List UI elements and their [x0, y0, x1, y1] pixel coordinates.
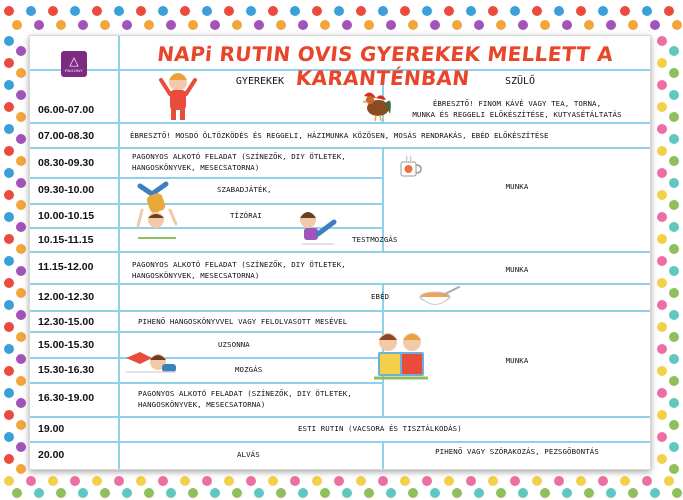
children-activity: MOZGÁS [235, 365, 263, 374]
confetti-dot [562, 20, 572, 30]
confetti-dot [342, 20, 352, 30]
confetti-dot [70, 6, 80, 16]
confetti-dot [474, 488, 484, 498]
confetti-dot [16, 134, 26, 144]
confetti-dot [669, 46, 679, 56]
confetti-dot [4, 146, 14, 156]
children-activity: PAGONYOS ALKOTÓ FELADAT (SZÍNEZŐK, DIY ÖTLETEK, [138, 389, 352, 398]
confetti-dot [4, 80, 14, 90]
confetti-dot [540, 488, 550, 498]
confetti-dot [78, 488, 88, 498]
confetti-dot [4, 6, 14, 16]
confetti-dot [378, 6, 388, 16]
confetti-dot [620, 6, 630, 16]
confetti-dot [210, 488, 220, 498]
confetti-dot [576, 476, 586, 486]
confetti-dot [664, 476, 674, 486]
confetti-dot [320, 20, 330, 30]
confetti-dot [606, 488, 616, 498]
confetti-dot [4, 234, 14, 244]
confetti-dot [466, 476, 476, 486]
confetti-dot [669, 442, 679, 452]
confetti-dot [34, 20, 44, 30]
confetti-dot [210, 20, 220, 30]
confetti-dot [16, 68, 26, 78]
time-cell: 07.00-08.30 [38, 130, 95, 142]
confetti-dot [620, 476, 630, 486]
confetti-dot [669, 310, 679, 320]
confetti-dot [144, 20, 154, 30]
confetti-dot [518, 20, 528, 30]
parent-activity: ÉBRESZTŐ! FINOM KÁVÉ VAGY TEA, TORNA, [432, 99, 602, 108]
confetti-dot [669, 332, 679, 342]
confetti-dot [650, 488, 660, 498]
confetti-dot [444, 476, 454, 486]
children-activity: PIHENŐ HANGOSKÖNYVVEL VAGY FELOLVASOTT MESÉVEL [138, 317, 348, 326]
children-activity: HANGOSKÖNYVEK, MESECSATORNA) [132, 271, 260, 280]
confetti-dot [16, 200, 26, 210]
confetti-dot [657, 102, 667, 112]
confetti-dot [290, 6, 300, 16]
confetti-dot [408, 488, 418, 498]
confetti-dot [669, 134, 679, 144]
confetti-dot [16, 354, 26, 364]
page-title: NAPi RUTIN OVIS GYEREKEK MELLETT A KARANTÉNBAN [156, 42, 615, 90]
confetti-dot [657, 454, 667, 464]
confetti-dot [4, 366, 14, 376]
confetti-dot [657, 124, 667, 134]
confetti-dot [4, 476, 14, 486]
confetti-dot [669, 222, 679, 232]
confetti-dot [16, 288, 26, 298]
time-cell: 10.00-10.15 [38, 210, 95, 222]
confetti-dot [56, 20, 66, 30]
children-activity: TÍZÓRAI [230, 211, 262, 220]
confetti-dot [606, 20, 616, 30]
confetti-dot [4, 124, 14, 134]
confetti-dot [246, 476, 256, 486]
confetti-dot [4, 168, 14, 178]
confetti-dot [532, 476, 542, 486]
time-cell: 12.30-15.00 [38, 316, 95, 328]
confetti-dot [4, 190, 14, 200]
children-activity: PAGONYOS ALKOTÓ FELADAT (SZÍNEZŐK, DIY ÖTLETEK, [132, 152, 346, 161]
confetti-dot [657, 80, 667, 90]
confetti-dot [16, 464, 26, 474]
confetti-dot [657, 58, 667, 68]
child-reading-illustration [294, 208, 340, 248]
time-cell: 16.30-19.00 [38, 392, 95, 404]
confetti-dot [16, 46, 26, 56]
time-cell: 09.30-10.00 [38, 184, 95, 196]
confetti-dot [378, 476, 388, 486]
confetti-dot [16, 398, 26, 408]
confetti-dot [254, 488, 264, 498]
confetti-dot [554, 476, 564, 486]
confetti-dot [26, 476, 36, 486]
confetti-dot [276, 20, 286, 30]
children-reading-book-illustration [370, 328, 432, 386]
confetti-dot [496, 20, 506, 30]
confetti-dot [312, 476, 322, 486]
shared-activity: TESTMOZGÁS [352, 235, 398, 244]
confetti-dot [584, 20, 594, 30]
confetti-dot [657, 234, 667, 244]
time-cell: 19.00 [38, 423, 65, 435]
confetti-dot [408, 20, 418, 30]
confetti-dot [657, 278, 667, 288]
confetti-dot [669, 266, 679, 276]
confetti-dot [669, 200, 679, 210]
confetti-dot [78, 20, 88, 30]
confetti-dot [4, 388, 14, 398]
shared-activity: ÉBRESZTŐ! MOSDÓ ÖLTÖZKÖDÉS ÉS REGGELI, HÁZIMUNKA KÖZÖSEN, MOSÁS RENDRAKÁS, EBÉD ELŐKÉSZÍTÉSE [130, 131, 549, 140]
confetti-dot [400, 6, 410, 16]
shared-activity: ESTI RUTIN (VACSORA ÉS TISZTÁLKODÁS) [298, 424, 462, 433]
confetti-dot [657, 146, 667, 156]
confetti-dot [56, 488, 66, 498]
confetti-dot [70, 476, 80, 486]
confetti-dot [16, 266, 26, 276]
confetti-dot [356, 476, 366, 486]
parent-activity: MUNKA [505, 265, 529, 274]
confetti-dot [224, 476, 234, 486]
confetti-dot [669, 112, 679, 122]
confetti-dot [452, 20, 462, 30]
confetti-dot [430, 488, 440, 498]
confetti-dot [4, 454, 14, 464]
confetti-dot [650, 20, 660, 30]
confetti-dot [16, 310, 26, 320]
confetti-dot [444, 6, 454, 16]
confetti-dot [320, 488, 330, 498]
confetti-dot [488, 476, 498, 486]
confetti-dot [4, 212, 14, 222]
confetti-dot [657, 344, 667, 354]
confetti-dot [16, 112, 26, 122]
confetti-dot [430, 20, 440, 30]
confetti-dot [386, 488, 396, 498]
confetti-dot [16, 376, 26, 386]
confetti-dot [100, 488, 110, 498]
confetti-dot [576, 6, 586, 16]
confetti-dot [92, 6, 102, 16]
confetti-dot [16, 90, 26, 100]
confetti-dot [474, 20, 484, 30]
confetti-dot [136, 6, 146, 16]
confetti-dot [466, 6, 476, 16]
confetti-dot [422, 476, 432, 486]
confetti-dot [16, 222, 26, 232]
confetti-dot [669, 68, 679, 78]
children-activity: HANGOSKÖNYVEK, MESECSATORNA) [132, 163, 260, 172]
confetti-dot [290, 476, 300, 486]
confetti-dot [34, 488, 44, 498]
confetti-dot [364, 488, 374, 498]
confetti-dot [664, 6, 674, 16]
confetti-dot [122, 488, 132, 498]
confetti-dot [224, 6, 234, 16]
confetti-dot [26, 6, 36, 16]
confetti-dot [657, 256, 667, 266]
confetti-dot [657, 366, 667, 376]
confetti-dot [180, 6, 190, 16]
confetti-dot [510, 6, 520, 16]
time-cell: 12.00-12.30 [38, 291, 95, 303]
time-cell: 20.00 [38, 449, 65, 461]
time-cell: 11.15-12.00 [38, 261, 94, 273]
shared-activity: EBÉD [371, 292, 390, 301]
confetti-dot [276, 488, 286, 498]
confetti-dot [669, 178, 679, 188]
confetti-dot [158, 6, 168, 16]
confetti-dot [669, 244, 679, 254]
confetti-dot [12, 20, 22, 30]
pagony-logo-mark: △ [69, 54, 79, 68]
coffee-mug-illustration [398, 154, 422, 178]
confetti-dot [657, 322, 667, 332]
confetti-dot [386, 20, 396, 30]
confetti-dot [657, 410, 667, 420]
girl-stretching-illustration [158, 68, 198, 122]
confetti-dot [628, 20, 638, 30]
confetti-dot [16, 178, 26, 188]
parent-work-block: MUNKA [505, 182, 529, 191]
confetti-dot [4, 322, 14, 332]
pagony-logo-text: PAGONY [64, 68, 84, 73]
column-header-parent: SZÜLŐ [504, 76, 536, 87]
confetti-dot [188, 488, 198, 498]
parent-activity: PIHENŐ VAGY SZÓRAKOZÁS, PEZSGŐBONTÁS [435, 447, 599, 456]
confetti-dot [48, 476, 58, 486]
confetti-dot [364, 20, 374, 30]
confetti-dot [100, 20, 110, 30]
confetti-dot [114, 476, 124, 486]
confetti-dot [452, 488, 462, 498]
children-activity: ALVÁS [237, 450, 260, 459]
column-header-children: GYEREKEK [235, 76, 285, 87]
parent-activity: MUNKA ÉS REGGELI ELŐKÉSZÍTÉSE, KUTYASÉTÁLTATÁS [412, 110, 622, 119]
confetti-dot [669, 90, 679, 100]
confetti-dot [144, 488, 154, 498]
confetti-dot [334, 476, 344, 486]
time-cell: 15.30-16.30 [38, 364, 95, 376]
rooster-illustration [360, 88, 394, 122]
confetti-dot [136, 476, 146, 486]
confetti-dot [669, 464, 679, 474]
confetti-dot [4, 58, 14, 68]
confetti-dot [298, 488, 308, 498]
confetti-dot [669, 288, 679, 298]
confetti-dot [268, 6, 278, 16]
confetti-dot [669, 376, 679, 386]
confetti-dot [114, 6, 124, 16]
confetti-dot [180, 476, 190, 486]
confetti-dot [166, 488, 176, 498]
children-activity: SZABADJÁTÉK, [217, 185, 272, 194]
confetti-dot [202, 476, 212, 486]
confetti-dot [4, 300, 14, 310]
confetti-dot [268, 476, 278, 486]
child-jumping-illustration [136, 180, 180, 242]
pagony-logo [61, 51, 87, 77]
confetti-dot [598, 476, 608, 486]
confetti-dot [628, 488, 638, 498]
confetti-dot [496, 488, 506, 498]
confetti-dot [298, 20, 308, 30]
confetti-dot [202, 6, 212, 16]
confetti-dot [158, 476, 168, 486]
child-lying-reading-illustration [122, 346, 178, 376]
children-activity: HANGOSKÖNYVEK, MESECSATORNA) [138, 400, 266, 409]
confetti-dot [166, 20, 176, 30]
confetti-dot [642, 476, 652, 486]
confetti-dot [672, 488, 682, 498]
confetti-dot [532, 6, 542, 16]
parent-work-block: MUNKA [505, 356, 529, 365]
confetti-dot [4, 256, 14, 266]
confetti-dot [188, 20, 198, 30]
confetti-dot [540, 20, 550, 30]
children-activity: PAGONYOS ALKOTÓ FELADAT (SZÍNEZŐK, DIY ÖTLETEK, [132, 260, 346, 269]
confetti-dot [562, 488, 572, 498]
confetti-dot [254, 20, 264, 30]
confetti-dot [657, 190, 667, 200]
time-cell: 06.00-07.00 [38, 104, 95, 116]
confetti-dot [584, 488, 594, 498]
confetti-dot [422, 6, 432, 16]
soup-bowl-illustration [415, 286, 461, 310]
time-cell: 15.00-15.30 [38, 339, 95, 351]
confetti-dot [4, 410, 14, 420]
confetti-dot [669, 420, 679, 430]
confetti-dot [657, 168, 667, 178]
confetti-dot [672, 20, 682, 30]
schedule-sheet [29, 35, 651, 470]
confetti-dot [400, 476, 410, 486]
confetti-dot [4, 344, 14, 354]
time-cell: 10.15-11.15 [38, 234, 94, 246]
confetti-dot [16, 420, 26, 430]
confetti-dot [342, 488, 352, 498]
confetti-dot [669, 398, 679, 408]
children-activity: UZSONNA [218, 340, 250, 349]
confetti-dot [356, 6, 366, 16]
confetti-dot [92, 476, 102, 486]
confetti-dot [554, 6, 564, 16]
confetti-dot [16, 332, 26, 342]
confetti-dot [488, 6, 498, 16]
confetti-dot [657, 432, 667, 442]
confetti-dot [16, 244, 26, 254]
confetti-dot [334, 6, 344, 16]
confetti-dot [4, 432, 14, 442]
confetti-dot [232, 20, 242, 30]
confetti-dot [48, 6, 58, 16]
confetti-dot [669, 156, 679, 166]
confetti-dot [16, 156, 26, 166]
confetti-dot [232, 488, 242, 498]
confetti-dot [16, 442, 26, 452]
confetti-dot [518, 488, 528, 498]
confetti-dot [657, 300, 667, 310]
confetti-dot [122, 20, 132, 30]
confetti-dot [657, 36, 667, 46]
confetti-dot [598, 6, 608, 16]
confetti-dot [510, 476, 520, 486]
confetti-dot [4, 36, 14, 46]
confetti-dot [669, 354, 679, 364]
confetti-dot [312, 6, 322, 16]
confetti-dot [657, 212, 667, 222]
confetti-dot [657, 388, 667, 398]
time-cell: 08.30-09.30 [38, 157, 95, 169]
confetti-dot [642, 6, 652, 16]
confetti-dot [246, 6, 256, 16]
confetti-dot [4, 278, 14, 288]
confetti-dot [4, 102, 14, 112]
confetti-dot [12, 488, 22, 498]
